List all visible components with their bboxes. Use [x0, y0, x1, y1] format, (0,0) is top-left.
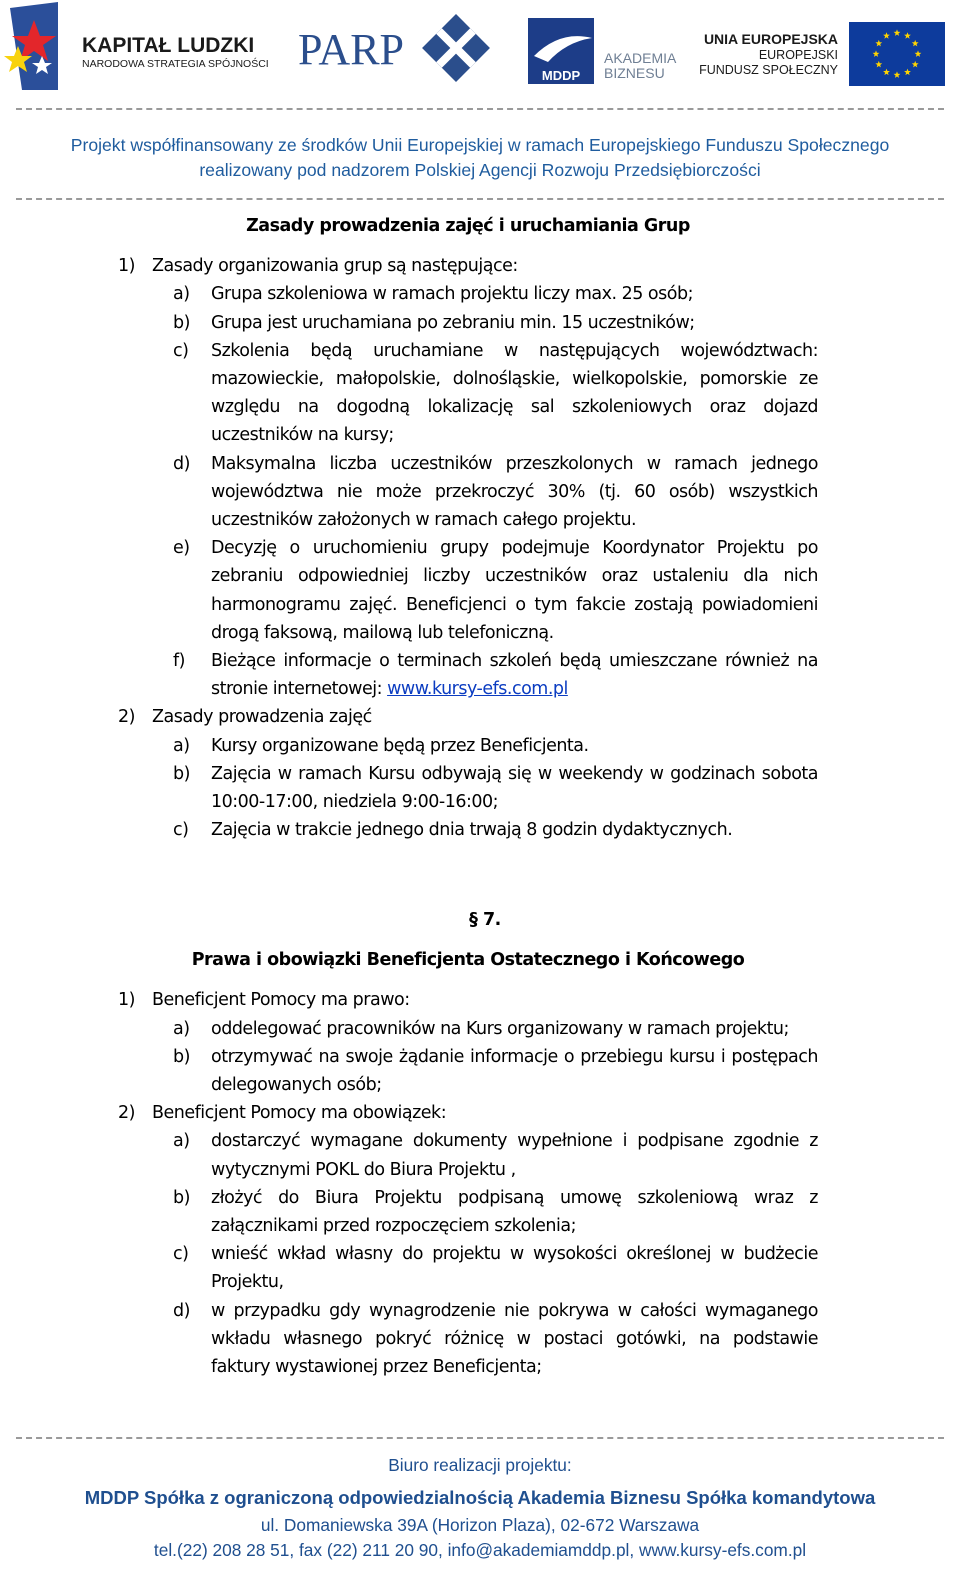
list-subitem: a) oddelegować pracowników na Kurs organizowany w ramach projektu;	[173, 1018, 789, 1039]
svg-text:KAPITAŁ LUDZKI: KAPITAŁ LUDZKI	[82, 34, 255, 57]
list-subitem: c) Zajęcia w trakcie jednego dnia trwają 8 godzin dydaktycznych.	[173, 820, 733, 841]
list-subitem: c) wnieść wkład własny do projektu w wysokości określonej w budżecie Projektu,	[173, 1244, 818, 1293]
funding-line-2: realizowany pod nadzorem Polskiej Agencji Rozwoju Przedsiębiorczości	[199, 160, 761, 180]
list-subitem: d) Maksymalna liczba uczestników przeszkolonych w ramach jednego województwa nie może przekroczyć 30% (tj. 60 osób) wszystkich uczestników założonych w ramach całego projektu.	[173, 453, 818, 531]
list-subitem: b) otrzymywać na swoje żądanie informacje o przebiegu kursu i postępach delegowanych osób;	[173, 1046, 818, 1096]
svg-text:EUROPEJSKI: EUROPEJSKI	[758, 48, 838, 62]
mddp-akademia-logo	[528, 18, 677, 84]
list-subitem: b) złożyć do Biura Projektu podpisaną umowę szkoleniową wraz z załącznikami przed rozpoczęciem szkolenia;	[173, 1187, 818, 1237]
footer-office-label: Biuro realizacji projektu:	[388, 1455, 572, 1475]
svg-text:NARODOWA STRATEGIA SPÓJNOŚCI: NARODOWA STRATEGIA SPÓJNOŚCI	[82, 58, 269, 70]
list-item: 2) Zasady prowadzenia zajęć	[118, 707, 372, 728]
list-subitem: a) dostarczyć wymagane dokumenty wypełnione i podpisane zgodnie z wytycznymi POKL do Biura Projektu ,	[173, 1131, 818, 1180]
section-number: § 7.	[469, 910, 501, 930]
header-divider-top	[16, 108, 944, 110]
footer-address: ul. Domaniewska 39A (Horizon Plaza), 02-672 Warszawa	[260, 1515, 700, 1535]
svg-text:MDDP: MDDP	[541, 68, 581, 83]
parp-logo	[298, 14, 490, 82]
kapital-ludzki-logo	[4, 2, 269, 90]
list-subitem: d) w przypadku gdy wynagrodzenie nie pokrywa w całości wymaganego wkładu własnego pokryć różnicę w postaci gotówki, na podstawie faktury wystawionej przez Beneficjenta;	[173, 1300, 818, 1378]
list-item: 1) Beneficjent Pomocy ma prawo:	[118, 990, 410, 1011]
svg-text:AKADEMIA: AKADEMIA	[604, 50, 677, 66]
list-subitem: b) Grupa jest uruchamiana po zebraniu min. 15 uczestników;	[173, 312, 695, 333]
list-item: 1) Zasady organizowania grup są następujące:	[118, 256, 518, 277]
header-logos	[0, 0, 960, 96]
list-subitem: c) Szkolenia będą uruchamiane w następujących województwach: mazowieckie, małopolskie, dolnośląskie, wielkopolskie, pomorskie ze względu na dogodną lokalizację sal szkoleniowych oraz dojazd uczestników na kursy;	[173, 340, 818, 446]
svg-text:BIZNESU: BIZNESU	[604, 65, 665, 81]
svg-text:UNIA EUROPEJSKA: UNIA EUROPEJSKA	[703, 31, 838, 47]
section-title: Zasady prowadzenia zajęć i uruchamiania Grup	[246, 216, 690, 236]
website-link[interactable]: www.kursy-efs.com.pl	[387, 679, 568, 700]
list-subitem: a) Kursy organizowane będą przez Beneficjenta.	[173, 735, 589, 756]
section-title: Prawa i obowiązki Beneficjenta Ostatecznego i Końcowego	[191, 950, 745, 971]
footer-company: MDDP Spółka z ograniczoną odpowiedzialnością Akademia Biznesu Spółka komandytowa	[84, 1487, 876, 1508]
section-rights-obligations	[118, 906, 818, 1381]
header-divider-bottom	[16, 198, 944, 200]
list-item: 2) Beneficjent Pomocy ma obowiązek:	[118, 1103, 447, 1124]
svg-text:PARP: PARP	[298, 25, 405, 74]
list-subitem: a) Grupa szkoleniowa w ramach projektu liczy max. 25 osób;	[173, 284, 693, 305]
logo-strip	[0, 0, 960, 96]
section-group-rules	[118, 212, 818, 844]
funding-line-1: Projekt współfinansowany ze środków Unii Europejskiej w ramach Europejskiego Funduszu Społecznego	[70, 135, 890, 155]
list-subitem: e) Decyzję o uruchomieniu grupy podejmuje Koordynator Projektu po zebraniu odpowiedniej liczby uczestników oraz ustaleniu dla nich harmonogramu zajęć. Beneficjenci o tym fakcie zostają powiadomieni drogą faksową, mailową lub telefoniczną.	[173, 538, 818, 643]
eu-efs-logo	[699, 22, 945, 86]
footer-contact: tel.(22) 208 28 51, fax (22) 211 20 90, info@akademiamddp.pl, www.kursy-efs.com.pl	[153, 1540, 807, 1560]
list-subitem: b) Zajęcia w ramach Kursu odbywają się w weekendy w godzinach sobota 10:00-17:00, niedziela 9:00-16:00;	[173, 763, 818, 813]
list-subitem: f) Bieżące informacje o terminach szkoleń będą umieszczane również na stronie internetowej: www.kursy-efs.com.pl	[173, 651, 818, 700]
svg-text:FUNDUSZ SPOŁECZNY: FUNDUSZ SPOŁECZNY	[699, 63, 838, 77]
footer-divider	[16, 1437, 944, 1439]
